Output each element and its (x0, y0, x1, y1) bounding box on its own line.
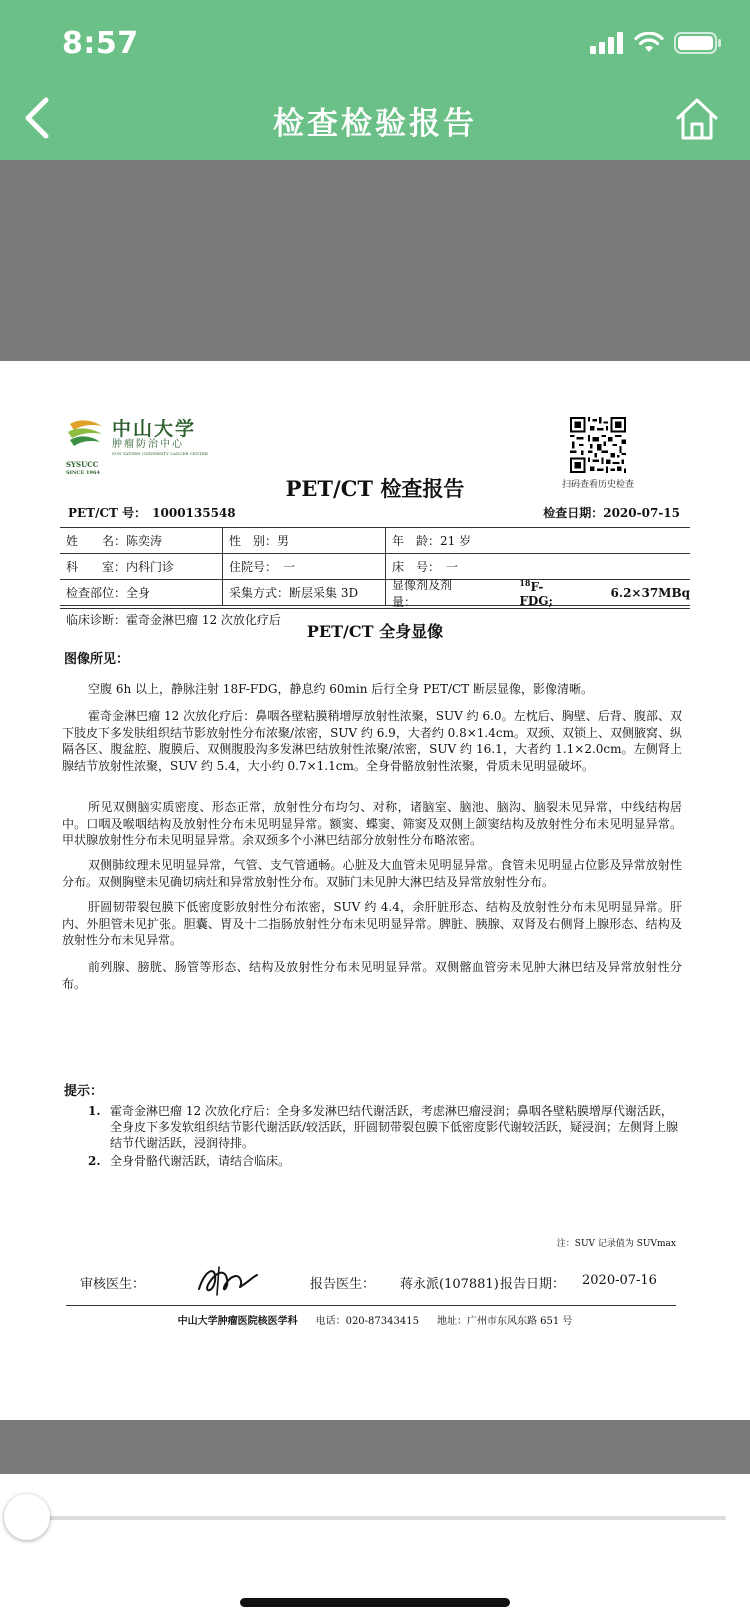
footer-address: 地址：广州市东风东路 651 号 (436, 1316, 573, 1327)
qr-caption: 扫码查看历史检查 (561, 480, 634, 490)
info-row (60, 528, 690, 554)
reporter-label: 报告医生： (310, 1277, 376, 1292)
suv-note: 注：SUV 记录值为 SUVmax (556, 1239, 676, 1249)
footer-dept: 中山大学肿瘤医院核医学科 (177, 1316, 298, 1327)
app-header (0, 0, 750, 160)
imaging-dose: 6.2×37MBq (610, 585, 690, 600)
report-date-label: 报告日期： (500, 1277, 566, 1292)
patient-info-table (60, 527, 690, 632)
finding-paragraph: 霍奇金淋巴瘤 12 次放化疗后：鼻咽各壁粘膜稍增厚放射性浓聚，SUV 约 6.0。左枕后、胸壁、后背、腹部、双下肢皮下多发肤组织结节影放射性分布浓聚/浓密，SUV 约 6.9，大者约 0.8×1.4cm。双颈、双锁上、双侧腋窝、纵隔各区、腹盆腔、腹膜后、双侧腹股沟多发淋巴结放射性浓聚/浓密，SUV 约 16.1，大者约 1.1×2.0cm。左侧肾上腺结节放射性浓聚，SUV 约 5.4，大小约 0.7×1.1cm。全身骨骼放射性浓聚，骨质未见明显破坏。 (62, 709, 682, 773)
home-indicator (240, 1598, 510, 1607)
finding-paragraph: 前列腺、膀胱、肠管等形态、结构及放射性分布未见明显异常。双侧髂血管旁未见肿大淋巴结及异常放射性分布。 (62, 960, 682, 991)
page-title: 检查检验报告 (273, 106, 477, 142)
report-date: 2020-07-16 (582, 1273, 657, 1288)
exam-part: 检查部位：全身 (60, 580, 223, 605)
logo-subtitle: 肿瘤防治中心 (112, 439, 184, 450)
logo-name: 中山大学 (112, 418, 197, 440)
finding-paragraph: 双侧肺纹理未见明显异常，气管、支气管通畅。心脏及大血管未见明显异常。食管未见明显占位影及异常放射性分布。双侧胸壁未见确切病灶和异常放射性分布。双肺门未见肿大淋巴结及异常放射性分布。 (62, 858, 682, 889)
reviewer-label: 审核医生： (80, 1277, 146, 1292)
hint-item: 2. 全身骨骼代谢活跃，请结合临床。 (88, 1154, 291, 1168)
page-slider-track[interactable] (26, 1516, 726, 1520)
finding-paragraph: 所见双侧脑实质密度、形态正常，放射性分布均匀、对称，诸脑室、脑池、脑沟、脑裂未见异常，中线结构居中。口咽及喉咽结构及放射性分布未见明显异常。额窦、蝶窦、筛窦及双侧上颌窦结构及放射性分布未见明显异常。甲状腺放射性分布未见明显异常。余双颈多个小淋巴结部分放射性分布略浓密。 (62, 800, 682, 847)
clinical-diagnosis: 临床诊断：霍奇金淋巴瘤 12 次放化疗后 (66, 612, 281, 627)
report-document[interactable] (0, 361, 750, 1420)
reporter-name: 蒋永派(107881) (400, 1277, 499, 1292)
report-footer (60, 1312, 690, 1327)
exam-date: 2020-07-15 (603, 506, 680, 520)
section-title: PET/CT 全身显像 (306, 622, 444, 641)
imaging-agent: 显像剂及剂量： $^{18}$F-FDG; 6.2×37MBq (392, 577, 690, 609)
footer-divider (66, 1305, 676, 1306)
divider (60, 608, 690, 609)
acquisition-mode: 采集方式：断层采集 3D (223, 580, 386, 605)
bed-no: 床 号： 一 (392, 560, 459, 574)
battery-icon (674, 32, 722, 54)
admission-no: 住院号： 一 (223, 554, 386, 579)
wifi-icon (634, 32, 664, 54)
petct-no: 1000135548 (152, 506, 236, 520)
logo-badge: SYSUCC SINCE 1964 (66, 460, 100, 476)
hint-label: 提示： (64, 1084, 104, 1099)
qr-code[interactable] (570, 417, 626, 473)
status-time: 8:57 (62, 26, 139, 61)
cellular-signal-icon (590, 32, 624, 54)
report-title: PET/CT 检查报告 (285, 476, 465, 501)
footer-phone: 电话：020-87343415 (315, 1316, 419, 1327)
petct-no-label: PET/CT 号： (68, 506, 147, 520)
patient-sex: 性 别：男 (223, 528, 386, 553)
page-slider-thumb[interactable] (4, 1494, 50, 1540)
info-row (60, 577, 690, 609)
viewer-background-bottom (0, 1420, 750, 1474)
patient-name: 姓 名：陈奕涛 (60, 528, 223, 553)
finding-paragraph: 空腹 6h 以上，静脉注射 18F-FDG，静息约 60min 后行全身 PET/CT 断层显像，影像清晰。 (88, 682, 593, 696)
logo-subtitle-en: SUN YAT-SEN UNIVERSITY CANCER CENTER (112, 451, 208, 456)
patient-age: 年 龄：21 岁 (392, 534, 472, 548)
department: 科 室：内科门诊 (60, 554, 223, 579)
status-icons (590, 32, 722, 54)
home-icon[interactable] (674, 96, 720, 142)
reviewer-signature (195, 1259, 261, 1299)
finding-paragraph: 肝圆韧带裂包膜下低密度影放射性分布浓密，SUV 约 4.4，余肝脏形态、结构及放射性分布未见明显异常。肝内、外胆管未见扩张。胆囊、胃及十二指肠放射性分布未见明显异常。脾脏、胰腺、双肾及右侧肾上腺形态、结构及放射性分布未见异常。 (62, 900, 682, 947)
findings-label: 图像所见： (64, 652, 130, 667)
hint-item: 1. 霍奇金淋巴瘤 12 次放化疗后：全身多发淋巴结代谢活跃，考虑淋巴瘤浸润；鼻咽各壁粘膜增厚代谢活跃，全身皮下多发软组织结节影代谢活跃/较活跃，肝圆韧带裂包膜下低密度影代谢较活跃，疑浸润；左侧肾上腺结节代谢活跃，浸润待排。 (88, 1104, 679, 1150)
exam-date-label: 检查日期： (543, 506, 604, 520)
hospital-logo-icon (66, 416, 106, 460)
viewer-background-top (0, 160, 750, 361)
hospital-logo (66, 416, 208, 460)
info-row (60, 554, 690, 580)
